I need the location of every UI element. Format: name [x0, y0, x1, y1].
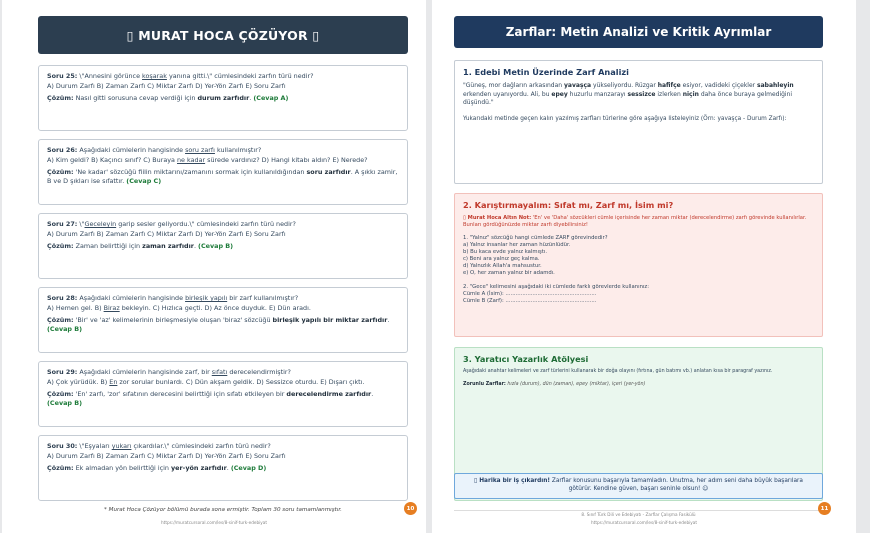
solution-text: . [371, 390, 374, 399]
question-underline: sıfatı [211, 368, 228, 376]
footnote: * Murat Hoca Çözüyor bölümü burada sona ermiştir. Toplam 30 soru tamamlanmıştır. [104, 507, 342, 513]
solution-label: Çözüm: [47, 242, 74, 251]
passage-adverb: yavaşça [564, 82, 592, 89]
solution-bold: zaman zarfıdır [142, 242, 194, 251]
page-banner: ▯ MURAT HOCA ÇÖZÜYOR ▯ [38, 16, 408, 54]
exercise-line: a) Yalnız insanlar her zaman hüzünlüdür. [463, 242, 571, 248]
congrats-text: Zarflar konusunu başarıyla tamamladın. Unutma, her adım seni daha büyük başarılara götürür. Kendine güven, başarı seninle olsun! ☺ [550, 478, 803, 492]
section-instruction: Yukarıdaki metinde geçen kalın yazılmış zarfları türlerine göre aşağıya listeleyiniz (Örn: yavaşça - Durum Zarfı): [463, 115, 787, 122]
passage-text: huzurlu manzarayı [567, 90, 628, 98]
options-underline: Biraz [103, 303, 120, 312]
options-text: bekleyin. C) Hızlıca geçti. D) Az önce duyduk. E) Dün aradı. [119, 303, 311, 312]
question-number: Soru 27: [47, 220, 78, 228]
question-card-26 [38, 139, 408, 205]
solution-text: . A şıkkı zamir, B ve D şıkları ise sıfattır. [47, 168, 398, 185]
question-options [47, 156, 399, 165]
solution-text: Zaman belirttiği için [73, 242, 143, 251]
question-number: Soru 25: [47, 72, 78, 80]
question-text: \"Annesini görünce [77, 72, 143, 80]
left-page [2, 0, 426, 533]
question-card-25 [38, 65, 408, 131]
exercise-line: 2. "Gece" kelimesini aşağıdaki iki cümlede farklı görevlerde kullanınız: [463, 284, 649, 290]
answer-label: (Cevap D) [230, 464, 267, 473]
exercise-line: Cümle A (İsim): ...................................................... [463, 291, 597, 297]
required-adverbs-label: Zorunlu Zarflar: [463, 381, 506, 387]
page-banner: Zarflar: Metin Analizi ve Kritik Ayrımlar [454, 16, 823, 48]
options-text: sürede vardınız? D) Hangi kitabı aldın? E) Nerede? [205, 155, 368, 164]
question-text: kullanılmıştır? [214, 146, 262, 154]
solution-text: . [193, 242, 199, 251]
congrats-box [454, 473, 823, 499]
page-number-badge: 11 [818, 502, 831, 515]
options-text: A) Kim geldi? B) Kaçıncı sınıf? C) Buraya [47, 155, 177, 164]
solution-text: 'En' zarfı, 'zor' sıfatının derecesini belirttiği için sıfatı etkileyen bir [73, 390, 287, 399]
question-options [47, 304, 399, 313]
question-options: A) Durum Zarfı B) Zaman Zarfı C) Miktar Zarfı D) Yer-Yön Zarfı E) Soru Zarfı [47, 81, 286, 90]
required-adverbs-list: hızla (durum), dün (zaman), epey (miktar), içeri (yer-yön) [505, 381, 646, 387]
passage-adverb: hafifçe [657, 82, 681, 89]
question-underline: yukarı [111, 442, 132, 450]
solution-bold: soru zarfıdır [306, 168, 351, 177]
passage-adverb: sabahleyin [757, 82, 794, 89]
solution-label: Çözüm: [47, 464, 74, 473]
question-underline: soru zarfı [185, 146, 215, 154]
question-card-30 [38, 435, 408, 501]
right-page [432, 0, 856, 533]
question-options: A) Durum Zarfı B) Zaman Zarfı C) Miktar Zarfı D) Yer-Yön Zarfı E) Soru Zarfı [47, 229, 286, 238]
question-text: yanına gitti.\" cümlesindeki zarfın türü nedir? [166, 72, 314, 80]
answer-label: (Cevap B) [198, 242, 234, 251]
question-text: derecelendirmiştir? [227, 368, 291, 376]
options-text: zor sorular bunlardı. C) Dün akşam geldik. D) Sessizce oturdu. E) Dışarı çıktı. [117, 377, 365, 386]
solution-bold: birleşik yapılı bir miktar zarfıdır [272, 316, 388, 325]
options-underline: En [109, 377, 118, 386]
solution-text: 'Bir' ve 'az' kelimelerinin birleşmesiyle oluşan 'biraz' sözcüğü [73, 316, 273, 325]
passage-adverb: sessizce [627, 90, 656, 98]
golden-note [463, 215, 814, 229]
solution-label: Çözüm: [47, 316, 74, 325]
exercise-line: c) Beni ara yalnız geç kalma. [463, 256, 540, 262]
question-options [47, 378, 399, 387]
passage-adverb: epey [551, 90, 568, 98]
options-underline: ne kadar [177, 155, 206, 164]
exercise-line: b) Bu kaca evde yalnız kalmıştı. [463, 249, 548, 255]
solution-text: Ek almadan yön belirttiği için [73, 464, 172, 473]
passage-text: esiyor, vadideki çiçekler [680, 82, 758, 89]
answer-label: (Cevap A) [253, 94, 289, 103]
passage-text: erkenden uyanıyordu. Ali, bu [463, 90, 552, 98]
question-underline: birleşik yapılı [185, 294, 228, 302]
literary-passage [463, 82, 814, 108]
exercise-line: e) O, her zaman yalnız bir adamdı. [463, 270, 555, 276]
solution-text: . [387, 316, 390, 325]
section-title: 3. Yaratıcı Yazarlık Atölyesi [463, 354, 589, 364]
section-comparison [454, 193, 823, 337]
question-number: Soru 29: [47, 368, 78, 376]
solution-bold: yer-yön zarfıdır [171, 464, 227, 473]
answer-label: (Cevap B) [47, 398, 83, 407]
question-number: Soru 30: [47, 442, 78, 450]
congrats-title: ▯ Harika bir iş çıkardın! [474, 478, 551, 484]
passage-text: izlerken [655, 90, 683, 98]
question-number: Soru 26: [47, 146, 78, 154]
solution-bold: derecelendirme zarfıdır [286, 390, 372, 399]
section-description: Aşağıdaki anahtar kelimeleri ve zarf türlerini kullanarak bir doğa olayını (fırtına, gün batımı vb.) anlatan kısa bir paragraf yazınız. [463, 369, 773, 374]
question-text: bir zarf kullanılmıştır? [227, 294, 299, 302]
question-text: Aşağıdaki cümlelerin hangisinde [77, 146, 186, 154]
section-text-analysis [454, 60, 823, 184]
solution-text: . [226, 464, 231, 473]
solution-label: Çözüm: [47, 168, 74, 177]
answer-label: (Cevap B) [47, 324, 83, 333]
solution-label: Çözüm: [47, 94, 74, 103]
passage-text: yükseliyordu. Rüzgar [591, 82, 658, 89]
passage-text: daha önce buraya gelmediğini düşündü." [463, 90, 793, 107]
question-card-29 [38, 361, 408, 427]
question-card-27 [38, 213, 408, 279]
question-underline: koşarak [142, 72, 167, 80]
solution-text: Nasıl gitti sorusuna cevap verdiği için [73, 94, 198, 103]
exercise-list [463, 235, 814, 305]
passage-text: "Güneş, mor dağların arkasından [463, 82, 564, 89]
options-text: A) Hemen gel. B) [47, 303, 104, 312]
question-card-28 [38, 287, 408, 353]
question-text: çıkardılar.\" cümlesindeki zarfın türü nedir? [131, 442, 271, 450]
page-url: https://muratcursoral.com/les/8-sinif-turk-edebiyat [161, 520, 267, 525]
note-label: ▯ Murat Hoca Altın Not: [463, 215, 532, 221]
question-number: Soru 28: [47, 294, 78, 302]
page-url: https://muratcursoral.com/les/8-sinif-turk-edebiyat [591, 520, 697, 525]
section-title: 2. Karıştırmayalım: Sıfat mı, Zarf mı, İsim mi? [463, 200, 674, 210]
page-number-badge: 10 [404, 502, 417, 515]
required-adverbs [463, 382, 814, 389]
question-text: Aşağıdaki cümlelerin hangisinde zarf, bir [77, 368, 212, 376]
solution-label: Çözüm: [47, 390, 74, 399]
question-text: Aşağıdaki cümlelerin hangisinde [77, 294, 186, 302]
section-title: 1. Edebi Metin Üzerinde Zarf Analizi [463, 67, 629, 77]
exercise-line: 1. "Yalnız" sözcüğü hangi cümlede ZARF görevindedir? [463, 235, 608, 241]
question-text: garip sesler geliyordu.\" cümlesindeki zarfın türü nedir? [116, 220, 296, 228]
options-text: A) Çok yürüdük. B) [47, 377, 110, 386]
question-underline: Geceleyin [84, 220, 117, 228]
solution-bold: durum zarfıdır [197, 94, 250, 103]
answer-label: (Cevap C) [126, 176, 162, 185]
solution-text: . [249, 94, 254, 103]
page-footer: 8. Sınıf Türk Dili ve Edebiyatı - Zarflar Çalışma Fasikülü [454, 510, 823, 517]
solution-text: 'Ne kadar' sözcüğü fiilin miktarını/zamanını sormak için kullanıldığından [73, 168, 307, 177]
question-options: A) Durum Zarfı B) Zaman Zarfı C) Miktar Zarfı D) Yer-Yön Zarfı E) Soru Zarfı [47, 451, 286, 460]
question-text: \" [77, 220, 85, 228]
question-text: \"Eşyaları [77, 442, 112, 450]
exercise-line: d) Yalnızlık Allah'a mahsustur. [463, 263, 542, 269]
note-text: 'En' ve 'Daha' sözcükleri cümle içerisinde her zaman miktar (derecelendirme) zarfı görevinde kullanılırlar. Bunları gördüğünüzde miktar zarfı diyebilirsiniz! [463, 215, 807, 228]
exercise-line: Cümle B (Zarf): ...................................................... [463, 298, 597, 304]
passage-adverb: niçin [682, 90, 699, 98]
